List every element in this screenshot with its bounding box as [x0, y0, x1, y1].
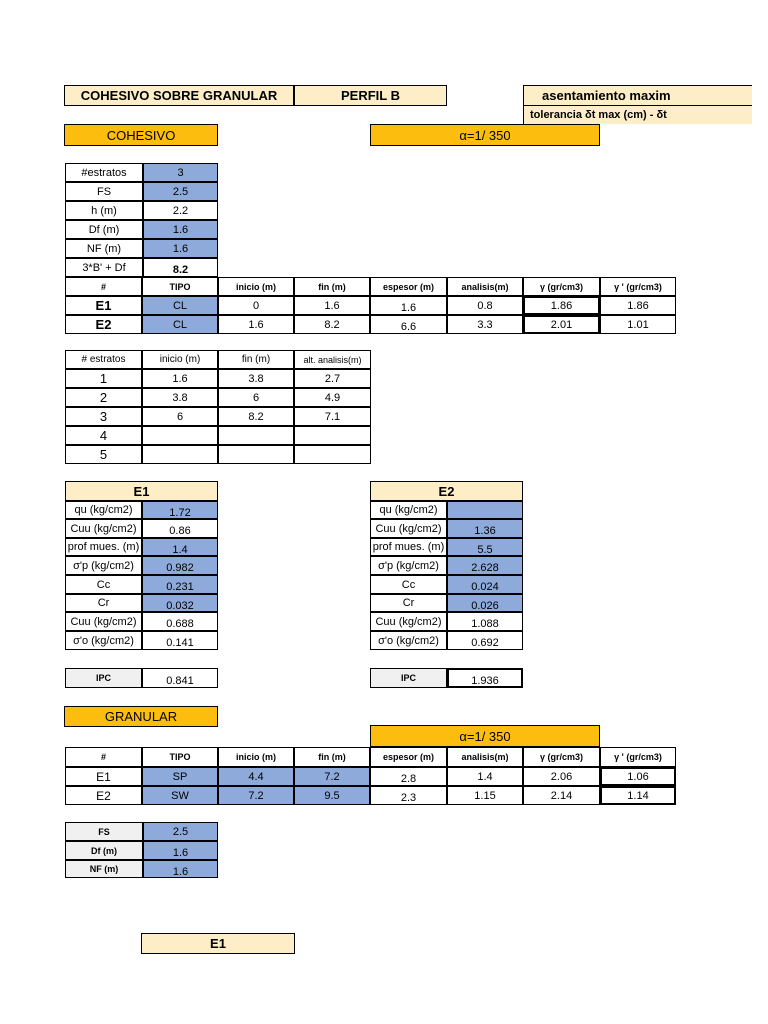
- property-value[interactable]: 0.032: [142, 594, 218, 612]
- table-row-label: E2: [65, 315, 142, 334]
- table-cell[interactable]: [218, 426, 294, 445]
- table-row-label: 5: [65, 445, 142, 464]
- column-header: inicio (m): [218, 277, 294, 296]
- property-label: prof mues. (m): [370, 538, 447, 556]
- table-cell[interactable]: 3.8: [142, 388, 218, 407]
- table-cell[interactable]: 2.3: [370, 786, 447, 805]
- table-cell[interactable]: [294, 426, 371, 445]
- table-cell[interactable]: 6: [218, 388, 294, 407]
- cohesivo-section-label[interactable]: COHESIVO: [64, 124, 218, 146]
- property-value[interactable]: 0.231: [142, 575, 218, 594]
- column-header: fin (m): [294, 747, 370, 767]
- table-cell[interactable]: SW: [142, 786, 218, 805]
- table-cell[interactable]: 1.15: [447, 786, 523, 805]
- ipc-label: IPC: [65, 668, 142, 688]
- property-value[interactable]: [447, 501, 523, 519]
- table-cell[interactable]: 8.2: [294, 315, 370, 334]
- property-label: Cuu (kg/cm2): [65, 519, 142, 538]
- column-header: fin (m): [294, 277, 370, 296]
- param-value[interactable]: 2.2: [143, 201, 218, 220]
- property-value[interactable]: 1.088: [447, 612, 523, 631]
- column-header: γ (gr/cm3): [523, 747, 600, 767]
- column-header: γ (gr/cm3): [523, 277, 600, 296]
- table-cell[interactable]: 1.01: [600, 315, 676, 334]
- table-cell[interactable]: 2.06: [523, 767, 600, 786]
- property-value[interactable]: 0.692: [447, 631, 523, 650]
- table-cell[interactable]: CL: [142, 296, 218, 315]
- column-header: alt. analisis(m): [294, 350, 371, 369]
- property-value[interactable]: 1.4: [142, 538, 218, 556]
- property-value[interactable]: 0.86: [142, 519, 218, 538]
- table-cell[interactable]: 8.2: [218, 407, 294, 426]
- property-label: σ'p (kg/cm2): [370, 556, 447, 575]
- param-value[interactable]: 1.6: [143, 239, 218, 258]
- column-header: fin (m): [218, 350, 294, 369]
- param-value[interactable]: 2.5: [143, 182, 218, 201]
- granular-section-label[interactable]: GRANULAR: [64, 706, 218, 727]
- property-label: σ'p (kg/cm2): [65, 556, 142, 575]
- granular-alpha[interactable]: α=1/ 350: [370, 725, 600, 747]
- param-value[interactable]: 2.5: [143, 822, 218, 841]
- column-header: γ ' (gr/cm3): [600, 747, 676, 767]
- property-label: qu (kg/cm2): [65, 501, 142, 519]
- table-cell[interactable]: 1.6: [370, 296, 447, 315]
- table-cell[interactable]: 2.01: [523, 315, 600, 334]
- column-header: TIPO: [142, 277, 218, 296]
- property-value[interactable]: 0.026: [447, 594, 523, 612]
- param-value[interactable]: 8.2: [143, 258, 218, 277]
- property-label: σ'o (kg/cm2): [65, 631, 142, 650]
- table-row-label: 4: [65, 426, 142, 445]
- property-value[interactable]: 1.72: [142, 501, 218, 519]
- param-label: NF (m): [65, 239, 143, 258]
- table-cell[interactable]: [218, 445, 294, 464]
- property-label: Cc: [65, 575, 142, 594]
- property-label: Cuu (kg/cm2): [370, 612, 447, 631]
- table-cell[interactable]: 1.14: [600, 786, 676, 805]
- column-header: γ ' (gr/cm3): [600, 277, 676, 296]
- column-header: # estratos: [65, 350, 142, 369]
- table-row-label: 3: [65, 407, 142, 426]
- column-header: analisis(m): [447, 747, 523, 767]
- table-cell[interactable]: 0: [218, 296, 294, 315]
- column-header: TIPO: [142, 747, 218, 767]
- table-cell[interactable]: 4.9: [294, 388, 371, 407]
- table-row-label: 2: [65, 388, 142, 407]
- property-value[interactable]: 0.982: [142, 556, 218, 575]
- table-row-label: E1: [65, 767, 142, 786]
- cohesivo-alpha[interactable]: α=1/ 350: [370, 124, 600, 146]
- param-label: FS: [65, 822, 143, 841]
- table-cell[interactable]: 4.4: [218, 767, 294, 786]
- perfil-label[interactable]: PERFIL B: [294, 85, 447, 106]
- column-header: #: [65, 747, 142, 767]
- table-cell[interactable]: 1.6: [294, 296, 370, 315]
- table-cell[interactable]: 1.6: [218, 315, 294, 334]
- param-label: NF (m): [65, 860, 143, 878]
- param-label: h (m): [65, 201, 143, 220]
- property-value[interactable]: 2.628: [447, 556, 523, 575]
- property-value[interactable]: 1.36: [447, 519, 523, 538]
- sheet-title[interactable]: COHESIVO SOBRE GRANULAR: [64, 85, 294, 106]
- property-value[interactable]: 5.5: [447, 538, 523, 556]
- table-cell[interactable]: 3.8: [218, 369, 294, 388]
- table-cell[interactable]: 0.8: [447, 296, 523, 315]
- table-row-label: E1: [65, 296, 142, 315]
- granular-e1-title[interactable]: E1: [141, 933, 295, 954]
- property-label: Cr: [370, 594, 447, 612]
- ipc-value[interactable]: 0.841: [142, 668, 218, 688]
- ipc-label: IPC: [370, 668, 447, 688]
- table-cell[interactable]: [294, 445, 371, 464]
- table-cell[interactable]: 6: [142, 407, 218, 426]
- tolerancia-label[interactable]: tolerancia δt max (cm) - δt: [523, 106, 752, 124]
- table-cell[interactable]: [142, 426, 218, 445]
- table-cell[interactable]: 7.2: [218, 786, 294, 805]
- table-cell[interactable]: CL: [142, 315, 218, 334]
- property-value[interactable]: 0.024: [447, 575, 523, 594]
- column-header: #: [65, 277, 142, 296]
- property-label: Cuu (kg/cm2): [370, 519, 447, 538]
- property-label: σ'o (kg/cm2): [370, 631, 447, 650]
- column-header: inicio (m): [218, 747, 294, 767]
- param-value[interactable]: 1.6: [143, 841, 218, 860]
- param-label: #estratos: [65, 163, 143, 182]
- property-label: Cc: [370, 575, 447, 594]
- param-value[interactable]: 1.6: [143, 220, 218, 239]
- property-label: Cuu (kg/cm2): [65, 612, 142, 631]
- param-label: 3*B' + Df: [65, 258, 143, 277]
- table-cell[interactable]: [142, 445, 218, 464]
- table-cell[interactable]: 2.14: [523, 786, 600, 805]
- param-value[interactable]: 3: [143, 163, 218, 182]
- column-header: analisis(m): [447, 277, 523, 296]
- asentamiento-label[interactable]: asentamiento maxim: [523, 85, 752, 106]
- column-header: inicio (m): [142, 350, 218, 369]
- table-row-label: 1: [65, 369, 142, 388]
- table-cell[interactable]: 1.6: [142, 369, 218, 388]
- table-cell[interactable]: 9.5: [294, 786, 370, 805]
- property-label: qu (kg/cm2): [370, 501, 447, 519]
- table-row-label: E2: [65, 786, 142, 805]
- table-cell[interactable]: 2.7: [294, 369, 371, 388]
- ipc-value[interactable]: 1.936: [447, 668, 523, 688]
- table-cell[interactable]: 1.4: [447, 767, 523, 786]
- e1-title: E1: [65, 481, 218, 501]
- param-value[interactable]: 1.6: [143, 860, 218, 878]
- table-cell[interactable]: 2.8: [370, 767, 447, 786]
- property-value[interactable]: 0.688: [142, 612, 218, 631]
- column-header: espesor (m): [370, 747, 447, 767]
- column-header: espesor (m): [370, 277, 447, 296]
- table-cell[interactable]: 1.86: [523, 296, 600, 315]
- param-label: FS: [65, 182, 143, 201]
- property-value[interactable]: 0.141: [142, 631, 218, 650]
- table-cell[interactable]: 7.1: [294, 407, 371, 426]
- table-cell[interactable]: 6.6: [370, 315, 447, 334]
- property-label: prof mues. (m): [65, 538, 142, 556]
- table-cell[interactable]: SP: [142, 767, 218, 786]
- param-label: Df (m): [65, 841, 143, 860]
- table-cell[interactable]: 1.86: [600, 296, 676, 315]
- table-cell[interactable]: 7.2: [294, 767, 370, 786]
- table-cell[interactable]: 1.06: [600, 767, 676, 786]
- param-label: Df (m): [65, 220, 143, 239]
- table-cell[interactable]: 3.3: [447, 315, 523, 334]
- property-label: Cr: [65, 594, 142, 612]
- e2-title: E2: [370, 481, 523, 501]
